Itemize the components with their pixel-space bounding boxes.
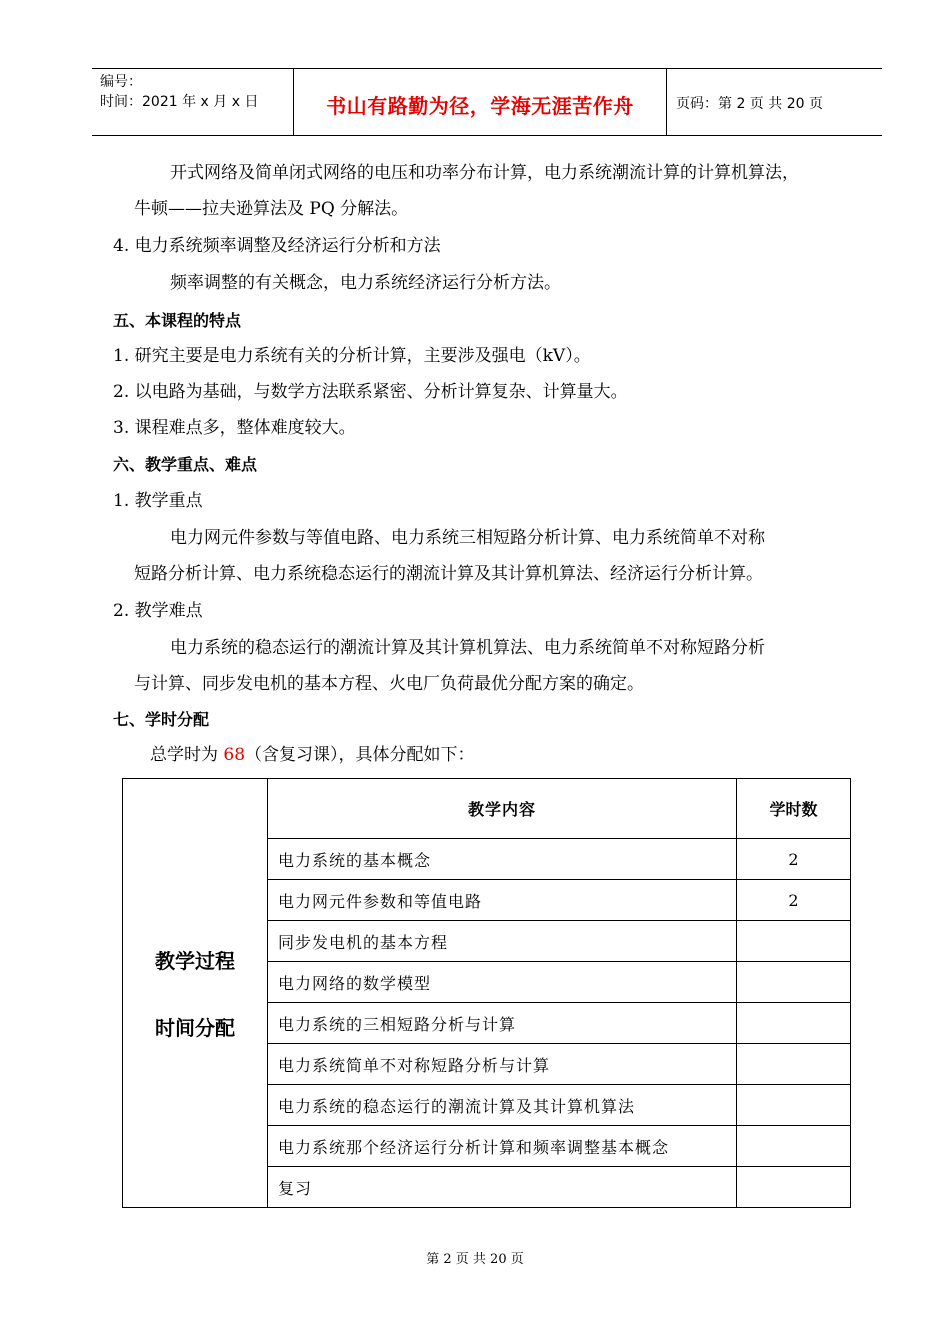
table-cell-content: 同步发电机的基本方程 — [268, 921, 737, 962]
header-top-rule — [92, 68, 882, 69]
column-header-content: 教学内容 — [268, 779, 737, 839]
list-item: 4. 电力系统频率调整及经济运行分析和方法 — [113, 236, 441, 256]
table-cell-content: 电力系统的基本概念 — [268, 839, 737, 880]
list-item: 2. 以电路为基础，与数学方法联系紧密、分析计算复杂、计算量大。 — [113, 382, 628, 402]
table-cell-hours: 2 — [737, 839, 851, 880]
column-header-hours: 学时数 — [737, 779, 851, 839]
paragraph-line: 与计算、同步发电机的基本方程、火电厂负荷最优分配方案的确定。 — [134, 674, 644, 694]
section-title: 五、本课程的特点 — [113, 311, 242, 330]
header-time: 时间：2021 年 x 月 x 日 — [100, 94, 259, 110]
header-divider-2 — [666, 68, 667, 136]
header-code: 编号： — [100, 74, 142, 90]
table-cell-hours — [737, 1003, 851, 1044]
paragraph-line: 短路分析计算、电力系统稳态运行的潮流计算及其计算机算法、经济运行分析计算。 — [134, 564, 763, 584]
paragraph-line: 开式网络及简单闭式网络的电压和功率分布计算，电力系统潮流计算的计算机算法， — [170, 163, 799, 183]
side-label-line1: 教学过程 — [155, 949, 235, 973]
list-item: 2. 教学难点 — [113, 601, 203, 621]
table-cell-content: 电力系统简单不对称短路分析与计算 — [268, 1044, 737, 1085]
hours-intro-tail: （含复习课），具体分配如下： — [245, 745, 475, 765]
list-item: 3. 课程难点多，整体难度较大。 — [113, 418, 356, 438]
paragraph-line: 电力网元件参数与等值电路、电力系统三相短路分析计算、电力系统简单不对称 — [170, 528, 765, 548]
table-cell-content: 电力系统的三相短路分析与计算 — [268, 1003, 737, 1044]
header-meta — [100, 72, 258, 112]
table-cell-hours — [737, 1167, 851, 1208]
page-footer: 第 2 页 共 20 页 — [426, 1252, 524, 1267]
total-hours: 68 — [223, 745, 246, 765]
header-bottom-rule — [92, 135, 882, 136]
table-cell-content: 电力系统的稳态运行的潮流计算及其计算机算法 — [268, 1085, 737, 1126]
table-cell-hours — [737, 921, 851, 962]
hours-table — [122, 778, 851, 1208]
section-title: 六、教学重点、难点 — [113, 455, 258, 474]
paragraph-line: 电力系统的稳态运行的潮流计算及其计算机算法、电力系统简单不对称短路分析 — [170, 638, 765, 658]
table-cell-hours: 2 — [737, 880, 851, 921]
table-cell-content: 电力网络的数学模型 — [268, 962, 737, 1003]
table-cell-content: 电力系统那个经济运行分析计算和频率调整基本概念 — [268, 1126, 737, 1167]
table-cell-hours — [737, 1044, 851, 1085]
paragraph-line: 牛顿——拉夫逊算法及 PQ 分解法。 — [134, 199, 409, 219]
table-side-label — [123, 779, 268, 1208]
header-motto: 书山有路勤为径，学海无涯苦作舟 — [326, 94, 634, 118]
list-item: 1. 教学重点 — [113, 491, 203, 511]
table-cell-hours — [737, 962, 851, 1003]
section-title: 七、学时分配 — [113, 710, 210, 729]
table-cell-content: 电力网元件参数和等值电路 — [268, 880, 737, 921]
hours-intro: 总学时为 — [150, 745, 224, 765]
table-cell-hours — [737, 1085, 851, 1126]
table-cell-content: 复习 — [268, 1167, 737, 1208]
paragraph-line — [150, 744, 475, 766]
paragraph-line: 频率调整的有关概念，电力系统经济运行分析方法。 — [170, 273, 561, 293]
side-label-line2: 时间分配 — [155, 1016, 235, 1040]
table-cell-hours — [737, 1126, 851, 1167]
list-item: 1. 研究主要是电力系统有关的分析计算，主要涉及强电（kV）。 — [113, 346, 591, 366]
header-page-number: 页码：第 2 页 共 20 页 — [676, 96, 823, 112]
